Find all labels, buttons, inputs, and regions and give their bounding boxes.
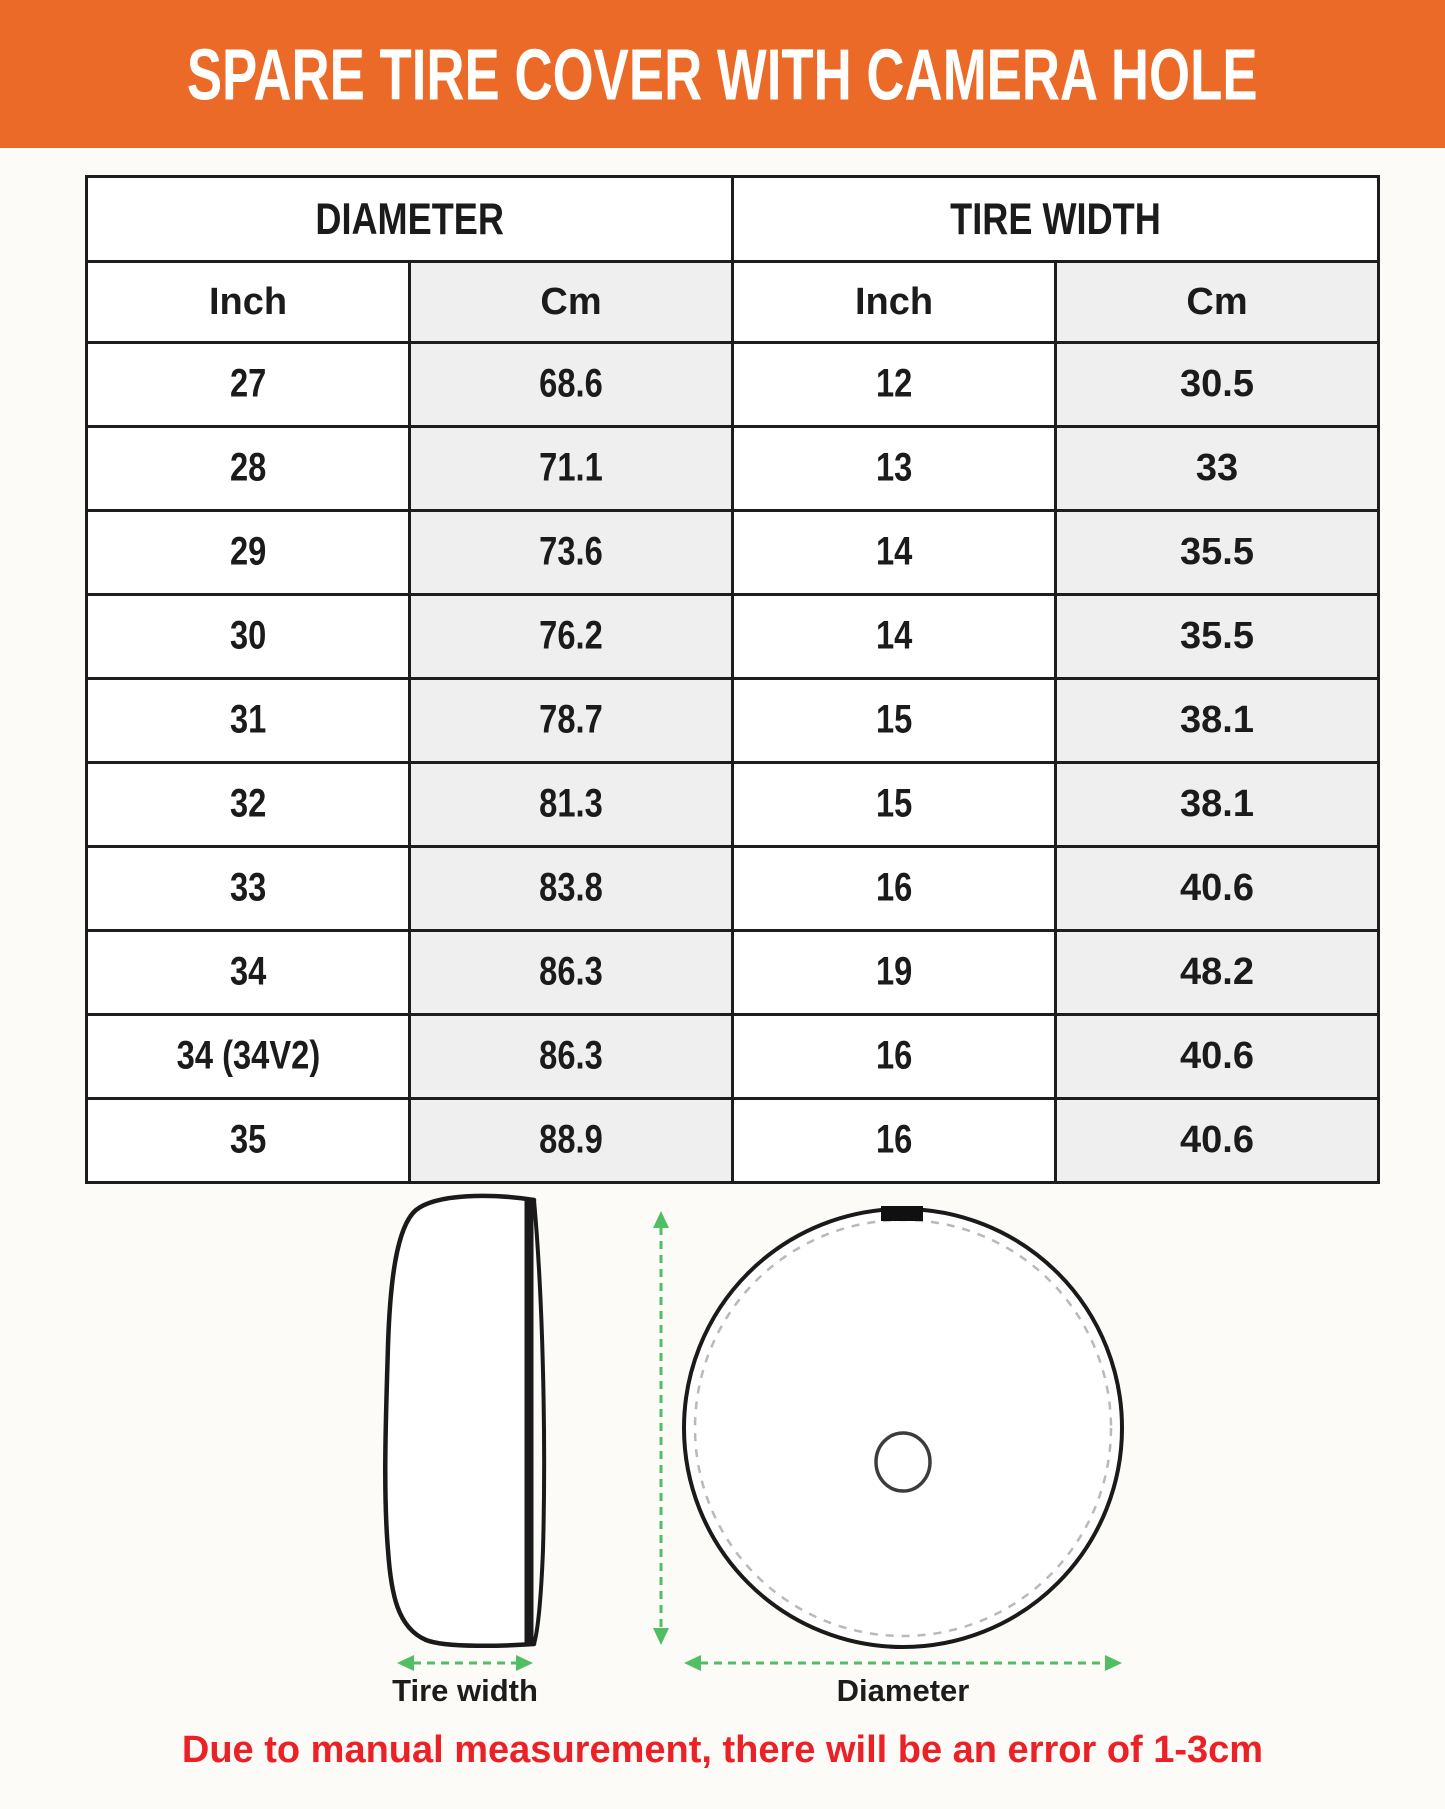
tire-front-view: [684, 1206, 1122, 1647]
table-row: [87, 343, 1379, 427]
cell-width-cm: 40.6: [1056, 847, 1379, 931]
cell-diameter-inch: 33: [87, 847, 410, 931]
table-row: [87, 1015, 1379, 1099]
tire-width-group-header: TIRE WIDTH: [733, 177, 1379, 262]
cell-diameter-inch: 31: [87, 679, 410, 763]
table-row: [87, 1099, 1379, 1183]
arrowhead-left-icon: [397, 1655, 414, 1671]
cell-diameter-cm: 73.6: [410, 511, 733, 595]
cell-diameter-inch: 30: [87, 595, 410, 679]
subheader-row: [87, 262, 1379, 343]
cell-width-inch: 15: [733, 763, 1056, 847]
group-header-row: [87, 177, 1379, 262]
cover-outline: [684, 1209, 1122, 1647]
col-header-width-cm: Cm: [1056, 262, 1379, 343]
diameter-label: Diameter: [836, 1673, 970, 1708]
cell-width-inch: 16: [733, 1015, 1056, 1099]
cell-diameter-inch: 34: [87, 931, 410, 1015]
col-header-diameter-inch: Inch: [87, 262, 410, 343]
cell-width-cm: 30.5: [1056, 343, 1379, 427]
arrowhead-right-icon: [1105, 1655, 1122, 1671]
cell-width-inch: 12: [733, 343, 1056, 427]
cell-width-cm: 33: [1056, 427, 1379, 511]
center-hole: [876, 1433, 930, 1491]
tire-diagram: [0, 1180, 1445, 1720]
cell-diameter-cm: 81.3: [410, 763, 733, 847]
disclaimer-text: Due to manual measurement, there will be an error of 1-3cm: [181, 1729, 1264, 1771]
cell-width-cm: 40.6: [1056, 1099, 1379, 1183]
title-banner: [0, 0, 1445, 148]
tire-width-arrow: [397, 1655, 533, 1671]
cell-diameter-cm: 76.2: [410, 595, 733, 679]
cell-diameter-inch: 29: [87, 511, 410, 595]
arrowhead-up-icon: [653, 1211, 669, 1228]
table-row: [87, 763, 1379, 847]
cell-diameter-cm: 86.3: [410, 1015, 733, 1099]
arrowhead-left-icon: [684, 1655, 701, 1671]
cell-width-cm: 38.1: [1056, 679, 1379, 763]
page-title: SPARE TIRE COVER WITH CAMERA HOLE: [187, 33, 1258, 115]
cell-width-cm: 35.5: [1056, 595, 1379, 679]
table-row: [87, 427, 1379, 511]
diameter-group-header: DIAMETER: [87, 177, 733, 262]
cell-diameter-inch: 32: [87, 763, 410, 847]
arrowhead-right-icon: [516, 1655, 533, 1671]
cell-width-cm: 38.1: [1056, 763, 1379, 847]
cell-diameter-inch: 27: [87, 343, 410, 427]
table-row: [87, 511, 1379, 595]
cell-diameter-cm: 86.3: [410, 931, 733, 1015]
tire-side-view: [385, 1196, 544, 1646]
cell-diameter-inch: 35: [87, 1099, 410, 1183]
cell-width-inch: 16: [733, 847, 1056, 931]
cell-diameter-cm: 78.7: [410, 679, 733, 763]
table-row: [87, 847, 1379, 931]
cell-width-inch: 13: [733, 427, 1056, 511]
cell-diameter-cm: 83.8: [410, 847, 733, 931]
cell-width-inch: 15: [733, 679, 1056, 763]
cell-width-cm: 40.6: [1056, 1015, 1379, 1099]
cell-diameter-inch: 28: [87, 427, 410, 511]
cell-width-inch: 14: [733, 595, 1056, 679]
tire-width-label: Tire width: [392, 1673, 538, 1708]
cell-width-cm: 48.2: [1056, 931, 1379, 1015]
col-header-width-inch: Inch: [733, 262, 1056, 343]
cell-width-inch: 14: [733, 511, 1056, 595]
cell-diameter-inch: 34 (34V2): [87, 1015, 410, 1099]
cell-width-cm: 35.5: [1056, 511, 1379, 595]
table-row: [87, 595, 1379, 679]
cell-diameter-cm: 88.9: [410, 1099, 733, 1183]
size-chart-table: [85, 175, 1380, 1184]
vertical-diameter-arrow: [653, 1211, 669, 1645]
cell-width-inch: 16: [733, 1099, 1056, 1183]
table-row: [87, 931, 1379, 1015]
cell-width-inch: 19: [733, 931, 1056, 1015]
cell-diameter-cm: 71.1: [410, 427, 733, 511]
diameter-arrow: [684, 1655, 1122, 1671]
arrowhead-down-icon: [653, 1628, 669, 1645]
camera-hole-marker: [881, 1206, 923, 1221]
cell-diameter-cm: 68.6: [410, 343, 733, 427]
col-header-diameter-cm: Cm: [410, 262, 733, 343]
table-row: [87, 679, 1379, 763]
